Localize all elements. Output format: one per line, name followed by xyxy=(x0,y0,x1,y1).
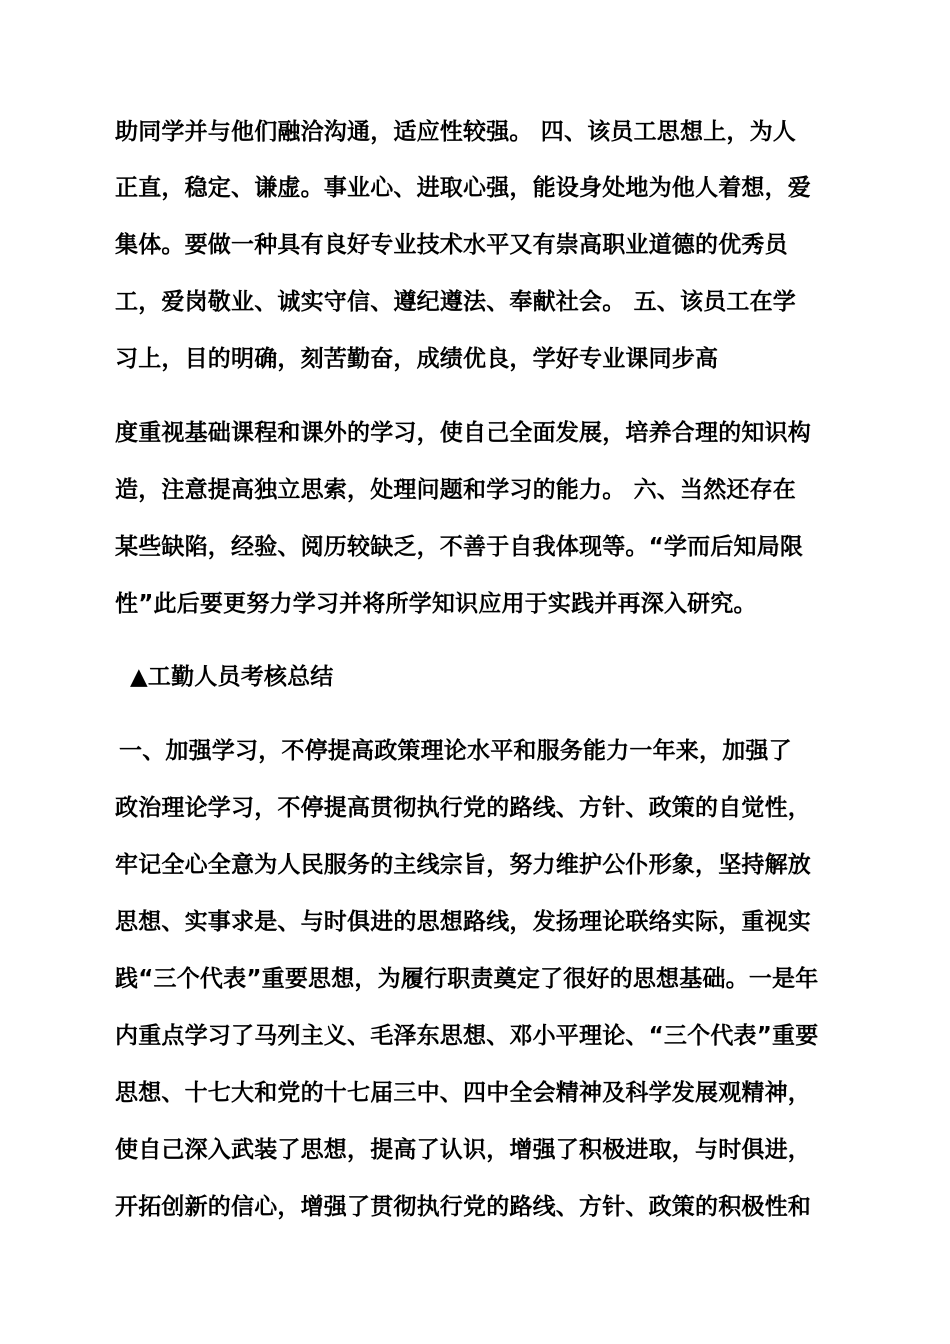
text-line: 性”此后要更努力学习并将所学知识应用于实践并再深入研究。 xyxy=(115,591,757,617)
text-line: 思想、实事求是、与时俱进的思想路线，发扬理论联络实际，重视实 xyxy=(115,909,811,935)
text-line: 政治理论学习，不停提高贯彻执行党的路线、方针、政策的自觉性， xyxy=(115,795,811,821)
text-line: 助同学并与他们融洽沟通，适应性较强。 四、该员工思想上，为人 xyxy=(115,119,797,145)
text-line: 正直，稳定、谦虚。事业心、进取心强，能设身处地为他人着想，爱 xyxy=(115,175,811,201)
section-heading: ▲工勤人员考核总结 xyxy=(130,664,334,690)
text-line: 使自己深入武装了思想，提高了认识，增强了积极进取，与时俱进， xyxy=(115,1137,811,1163)
text-line: 开拓创新的信心，增强了贯彻执行党的路线、方针、政策的积极性和 xyxy=(115,1194,811,1220)
text-line: 习上，目的明确，刻苦勤奋，成绩优良，学好专业课同步高 xyxy=(115,346,719,372)
text-line: 内重点学习了马列主义、毛泽东思想、邓小平理论、“三个代表”重要 xyxy=(115,1023,819,1049)
text-line: 工，爱岗敬业、诚实守信、遵纪遵法、奉献社会。 五、该员工在学 xyxy=(115,289,797,315)
text-line: 度重视基础课程和课外的学习，使自己全面发展，培养合理的知识构 xyxy=(115,420,811,446)
text-line: 造，注意提高独立思索，处理问题和学习的能力。 六、当然还存在 xyxy=(115,477,797,503)
text-line: 某些缺陷，经验、阅历较缺乏，不善于自我体现等。“学而后知局限 xyxy=(115,534,804,560)
text-line: 牢记全心全意为人民服务的主线宗旨，努力维护公仆形象，坚持解放 xyxy=(115,852,811,878)
text-line: 一、加强学习，不停提高政策理论水平和服务能力一年来，加强了 xyxy=(119,738,792,764)
text-line: 集体。要做一种具有良好专业技术水平又有崇高职业道德的优秀员 xyxy=(115,232,788,258)
text-line: 践“三个代表”重要思想，为履行职责奠定了很好的思想基础。一是年 xyxy=(115,966,819,992)
text-line: 思想、十七大和党的十七届三中、四中全会精神及科学发展观精神， xyxy=(115,1080,811,1106)
